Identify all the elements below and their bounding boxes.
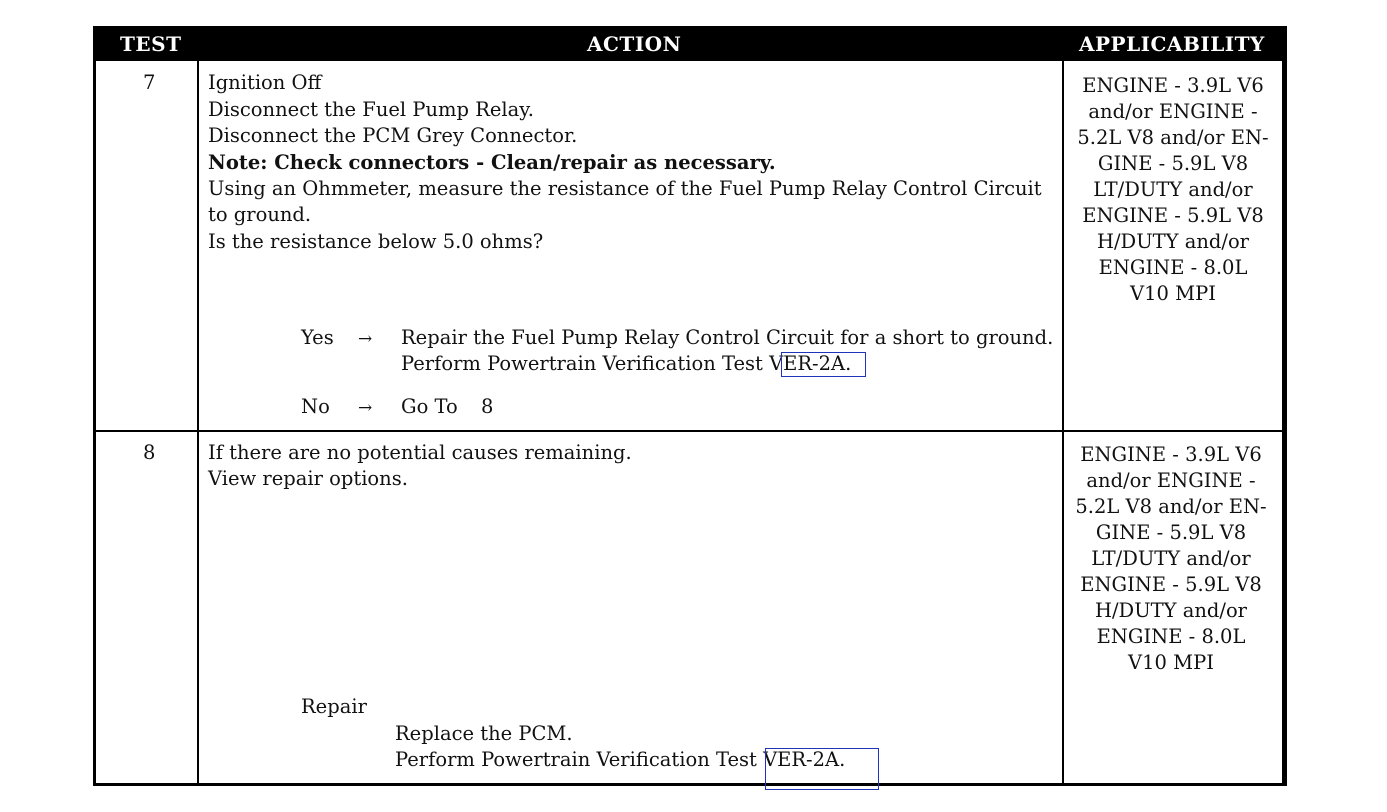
note-line: Note: Check connectors - Clean/repair as necessary. (208, 151, 776, 174)
action-line: to ground. (208, 203, 312, 226)
action-line: If there are no potential causes remaining. (208, 441, 632, 464)
applicability-line: LT/DUTY and/or (1091, 547, 1251, 570)
question-line: Is the resistance below 5.0 ohms? (208, 230, 544, 253)
column-divider (197, 60, 199, 784)
applicability-line: V10 MPI (1128, 651, 1214, 674)
no-label: No (301, 395, 330, 418)
test-number: 7 (143, 71, 156, 94)
applicability-line: H/DUTY and/or (1096, 230, 1250, 253)
ver-2a-link-box[interactable] (765, 748, 879, 790)
repair-verification: Perform Powertrain Verification Test VER-2A. (395, 748, 846, 771)
go-to-test-link[interactable]: 8 (481, 395, 494, 418)
applicability-cell (1064, 73, 1282, 307)
yes-action: Repair the Fuel Pump Relay Control Circuit for a short to ground. (401, 326, 1054, 349)
applicability-line: ENGINE - 8.0L (1098, 256, 1248, 279)
action-line: Disconnect the Fuel Pump Relay. (208, 98, 534, 121)
header-applicability: APPLICABILITY (1079, 32, 1265, 56)
row-divider (93, 430, 1287, 432)
yes-verification: Perform Powertrain Verification Test VER-2A. (401, 352, 852, 375)
action-line: View repair options. (208, 467, 408, 490)
applicability-line: ENGINE - 5.9L V8 (1082, 204, 1264, 227)
action-line: Disconnect the PCM Grey Connector. (208, 124, 578, 147)
header-test: TEST (120, 32, 182, 56)
applicability-line: H/DUTY and/or (1094, 599, 1248, 622)
ver-2a-link[interactable]: VER-2A (769, 352, 846, 375)
applicability-line: ENGINE - 3.9L V6 (1080, 443, 1262, 466)
repair-label: Repair (301, 695, 367, 718)
applicability-line: 5.2L V8 and/or EN- (1075, 495, 1267, 518)
repair-action: Replace the PCM. (395, 722, 573, 745)
applicability-line: LT/DUTY and/or (1093, 178, 1253, 201)
test-number: 8 (143, 441, 156, 464)
arrow-icon: → (358, 329, 373, 349)
arrow-icon: → (358, 398, 373, 418)
applicability-line: GINE - 5.9L V8 (1095, 521, 1247, 544)
yes-label: Yes (301, 326, 334, 349)
action-line: Using an Ohmmeter, measure the resistance of the Fuel Pump Relay Control Circuit (208, 177, 1042, 200)
applicability-line: V10 MPI (1130, 282, 1216, 305)
applicability-line: ENGINE - 8.0L (1096, 625, 1246, 648)
applicability-line: 5.2L V8 and/or EN- (1077, 126, 1269, 149)
no-action: Go To (401, 395, 458, 418)
column-divider (1282, 60, 1284, 784)
applicability-line: and/or ENGINE - (1088, 100, 1258, 123)
applicability-cell (1062, 442, 1280, 676)
applicability-line: GINE - 5.9L V8 (1097, 152, 1249, 175)
action-line: Ignition Off (208, 71, 322, 94)
ver-2a-link-box[interactable] (781, 352, 866, 377)
applicability-line: ENGINE - 5.9L V8 (1080, 573, 1262, 596)
applicability-line: and/or ENGINE - (1086, 469, 1256, 492)
header-action: ACTION (587, 32, 682, 56)
applicability-line: ENGINE - 3.9L V6 (1082, 74, 1264, 97)
